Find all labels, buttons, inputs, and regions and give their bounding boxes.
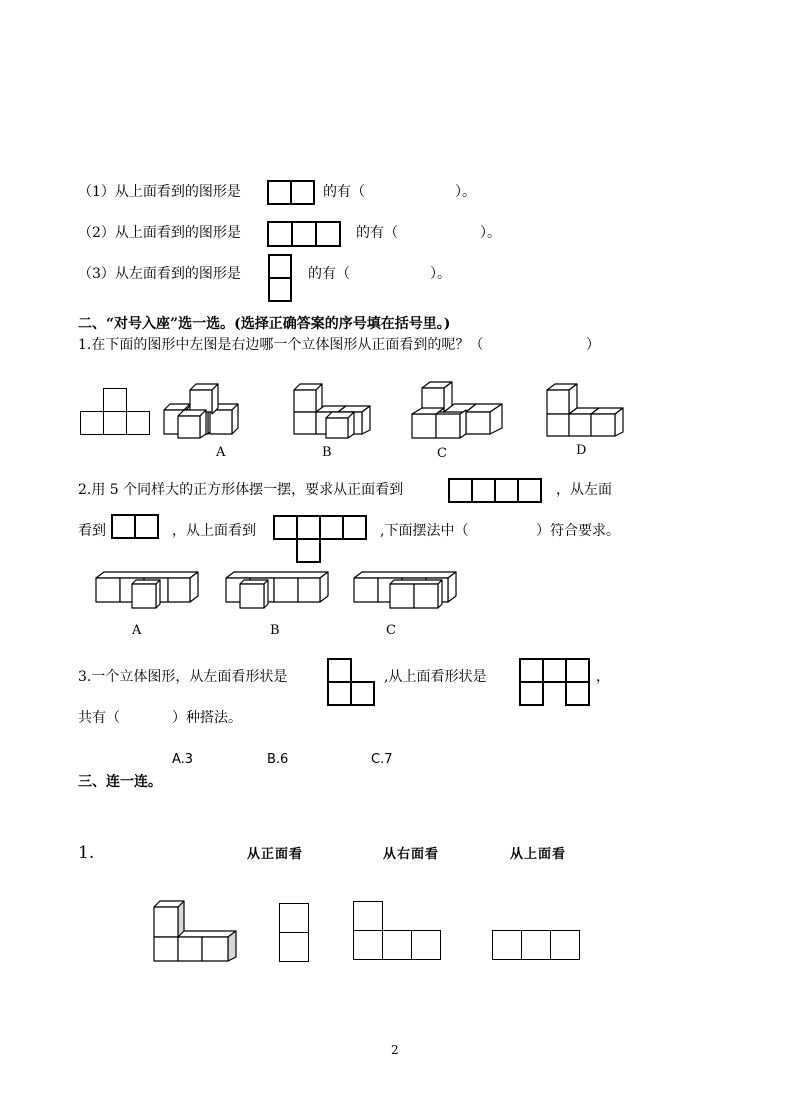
q1-line2-prefix: （2）从上面看到的图形是: [78, 225, 241, 241]
q1-line3-blank[interactable]: [357, 265, 429, 283]
option-a-label: A: [216, 445, 226, 460]
p2-line2-c: ,下面摆法中（: [380, 523, 469, 539]
q1-line1-close: ）。: [455, 184, 476, 200]
p3-blank[interactable]: [126, 709, 170, 727]
p2-solid-option-a[interactable]: [94, 570, 206, 610]
page-number: 2: [391, 1043, 399, 1057]
view-label-top: 从上面看: [510, 847, 567, 862]
p3-line1-mid: ,从上面看形状是: [384, 669, 487, 685]
view-label-front: 从正面看: [247, 847, 304, 862]
p2-option-c-label: C: [386, 623, 396, 638]
p3-line2-suffix: ）种搭法。: [172, 710, 242, 726]
p2-line1-suffix: ，从左面: [556, 482, 612, 498]
option-b-label: B: [322, 445, 332, 460]
view-label-right: 从右面看: [383, 847, 440, 862]
p3-choice-c[interactable]: C.7: [371, 752, 393, 767]
p2-line2-d: ）符合要求。: [536, 523, 620, 539]
p2-solid-option-c[interactable]: [352, 570, 464, 610]
q1-line2-blank[interactable]: [405, 224, 477, 242]
solid-option-c[interactable]: [410, 378, 510, 442]
q1-line1-blank[interactable]: [372, 183, 450, 201]
solid-option-a[interactable]: [158, 380, 248, 440]
p2-option-b-label: B: [270, 623, 280, 638]
p2-blank[interactable]: [490, 522, 534, 540]
p2-line2-a: 看到: [78, 523, 106, 539]
p1-blank[interactable]: [540, 336, 584, 354]
p2-line1-prefix: 2.用 5 个同样大的正方形体摆一摆，要求从正面看到: [78, 482, 404, 498]
q1-line1-prefix: （1）从上面看到的图形是: [78, 184, 241, 200]
p2-solid-option-b[interactable]: [224, 570, 336, 610]
q1-line3-close: ）。: [430, 266, 451, 282]
p3-line2-prefix: 共有（: [78, 710, 120, 726]
q1-line2-suffix: 的有（: [356, 225, 398, 241]
p3-choice-b[interactable]: B.6: [267, 752, 289, 767]
p1-text: 1.在下面的图形中左图是右边哪一个立体图形从正面看到的呢？（: [78, 337, 484, 353]
q1-line3-prefix: （3）从左面看到的图形是: [78, 266, 241, 282]
section3-heading: 三、连一连。: [78, 774, 162, 790]
section2-heading: 二、“对号入座”选一选。(选择正确答案的序号填在括号里。): [78, 316, 451, 332]
p2-option-a-label: A: [132, 623, 142, 638]
p2-line2-b: ，从上面看到: [172, 523, 256, 539]
solid-option-d[interactable]: [545, 380, 635, 442]
p3-line1-prefix: 3.一个立体图形，从左面看形状是: [78, 669, 288, 685]
q1-line2-close: ）。: [480, 225, 501, 241]
section3-item-number: 1.: [78, 843, 95, 863]
p3-line1-end: ，: [596, 669, 610, 685]
q1-line1-suffix: 的有（: [323, 184, 365, 200]
p3-choice-a[interactable]: A.3: [172, 752, 194, 767]
p1-close: ）: [586, 337, 600, 353]
solid-option-b[interactable]: [290, 380, 380, 440]
q1-line3-suffix: 的有（: [308, 266, 350, 282]
section3-solid: [152, 901, 242, 963]
option-d-label: D: [576, 443, 587, 458]
option-c-label: C: [437, 446, 447, 461]
